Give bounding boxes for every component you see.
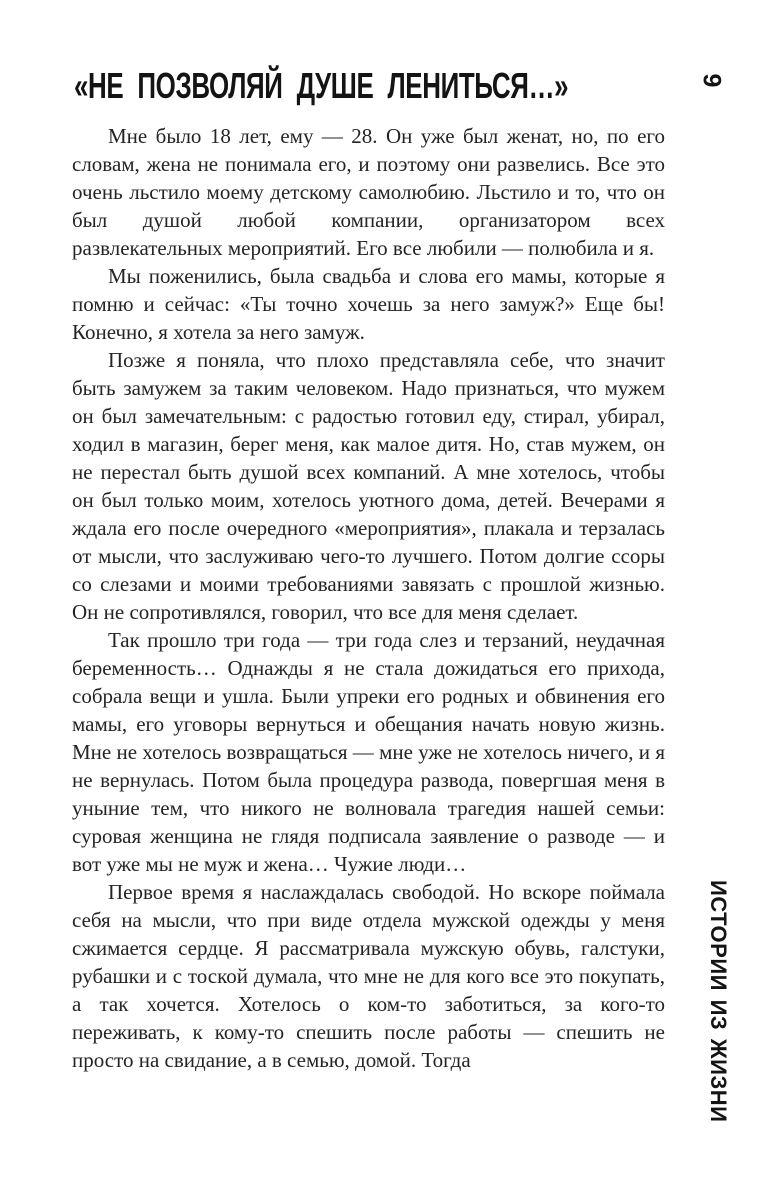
section-margin-label: ИСТОРИИ ИЗ ЖИЗНИ: [706, 880, 731, 1123]
paragraph-2: Мы поженились, была свадьба и слова его мамы, которые я помню и сейчас: «Ты точно хочешь за него замуж?» Еще бы! Конечно, я хотела за него замуж.: [72, 264, 665, 344]
page-number: 9: [697, 73, 726, 88]
paragraph-5: Первое время я наслаждалась свободой. Но вскоре поймала себя на мысли, что при виде отдела мужской одежды у меня сжимается сердце. Я рассматривала мужскую обувь, галстуки, рубашки и с тоской думала, что мне не для кого все это покупать, а так хочется. Хотелось о ком-то заботиться, за кого-то переживать, к кому-то спешить после работы — спешить не просто на свидание, а в семью, домой. Тогда: [72, 880, 665, 1072]
paragraph-3: Позже я поняла, что плохо представляла себе, что значит быть замужем за таким человеком. Надо признаться, что мужем он был замечательным: с радостью готовил еду, стирал, убирал, ходил в магазин, берег меня, как малое дитя. Но, став мужем, он не перестал быть душой всех компаний. А мне хотелось, чтобы он был только моим, хотелось уютного дома, детей. Вечерами я ждала его после очередного «мероприятия», плакала и терзалась от мысли, что заслуживаю чего-то лучшего. Потом долгие ссоры со слезами и моими требованиями завязать с прошлой жизнью. Он не сопротивлялся, говорил, что все для меня сделает.: [72, 348, 665, 624]
chapter-title: «НЕ ПОЗВОЛЯЙ ДУШЕ ЛЕНИТЬСЯ…»: [74, 65, 569, 106]
body-text: [72, 122, 665, 1074]
paragraph-1: Мне было 18 лет, ему — 28. Он уже был женат, но, по его словам, жена не понимала его, и поэтому они развелись. Все это очень льстило моему детскому самолюбию. Льстило и то, что он был душой любой компании, организатором всех развлекательных мероприятий. Его все любили — полюбила и я.: [72, 124, 665, 260]
paragraph-4: Так прошло три года — три года слез и терзаний, неудачная беременность… Однажды я не стала дожидаться его прихода, собрала вещи и ушла. Были упреки его родных и обвинения его мамы, его уговоры вернуться и обещания начать новую жизнь. Мне не хотелось возвращаться — мне уже не хотелось ничего, и я не вернулась. Потом была процедура развода, повергшая меня в уныние тем, что никого не волновала трагедия нашей семьи: суровая женщина не глядя подписала заявление о разводе — и вот уже мы не муж и жена… Чужие люди…: [72, 628, 665, 876]
